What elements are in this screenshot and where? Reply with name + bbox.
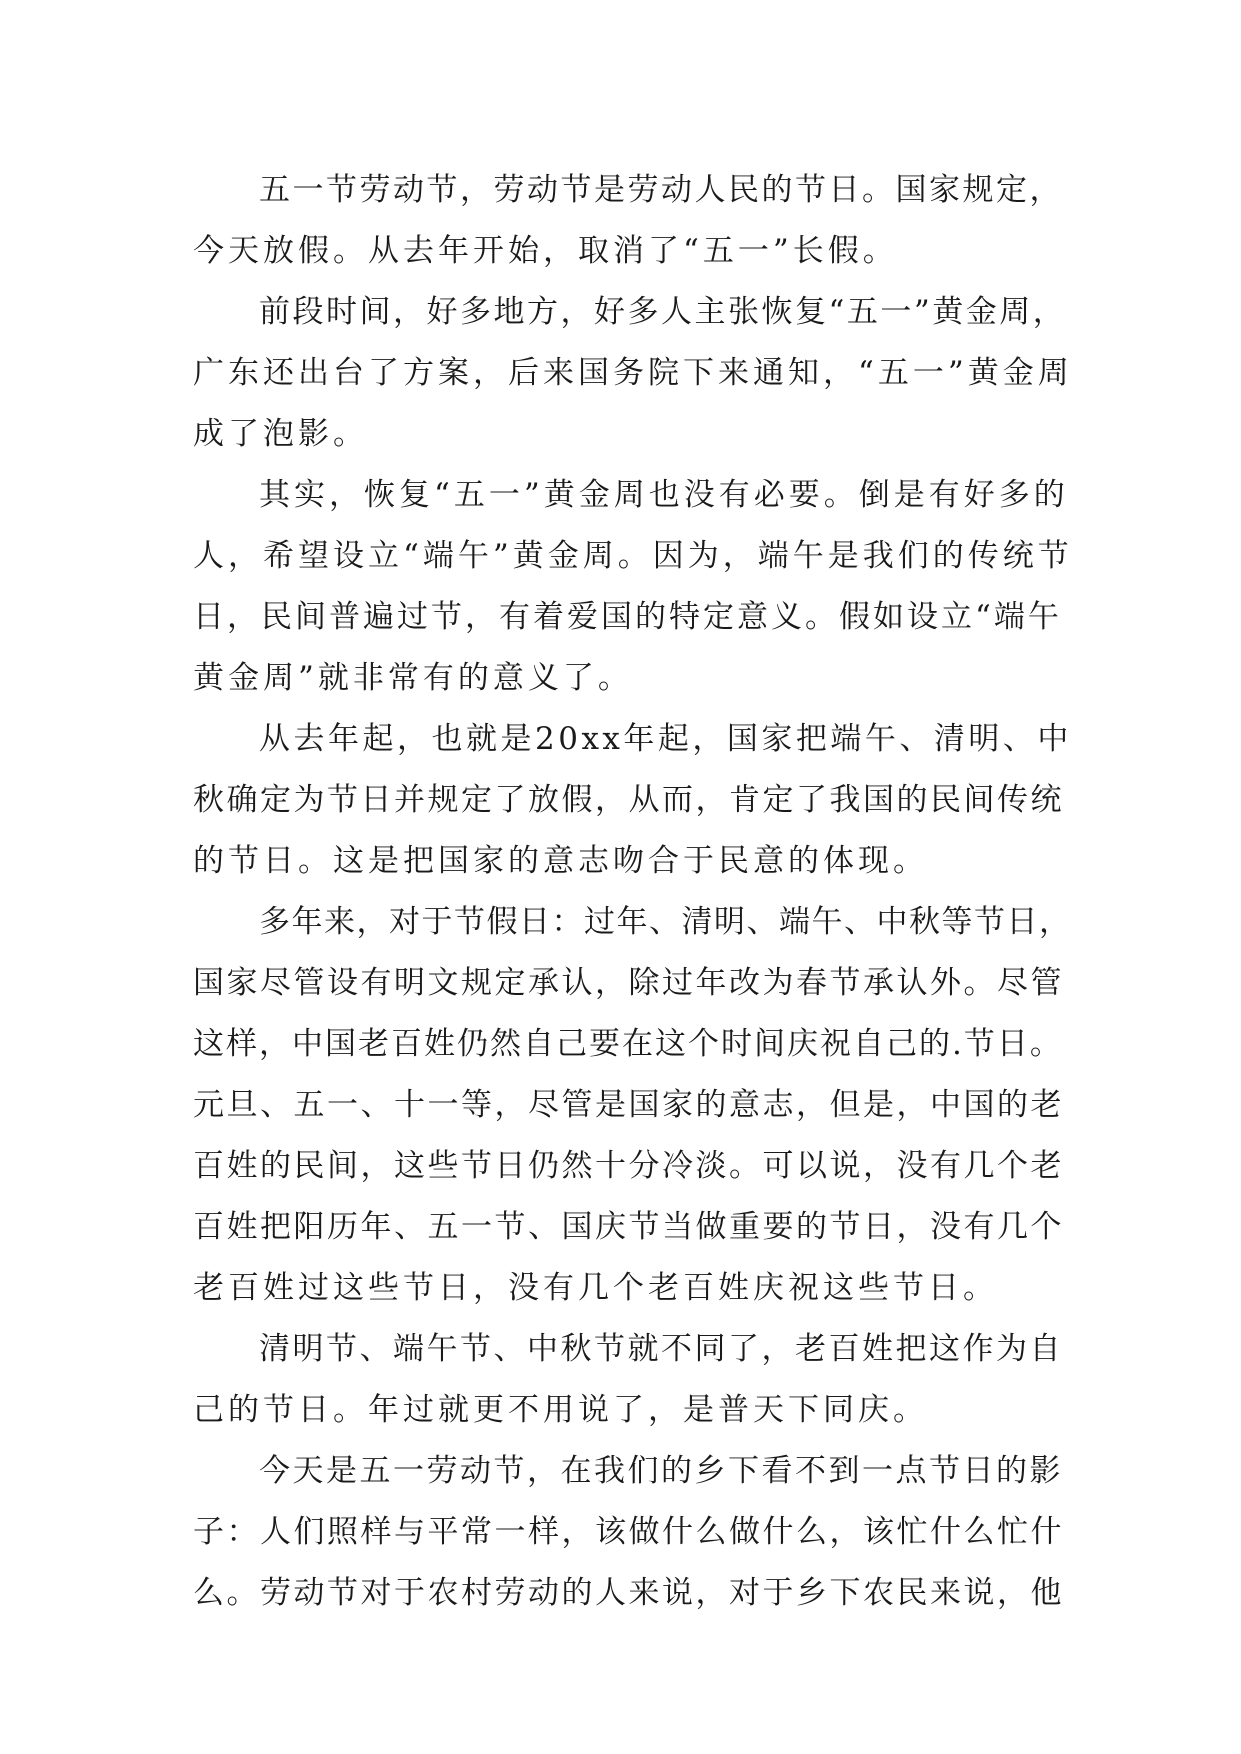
document-body — [193, 160, 1073, 1624]
text-line: 己的节日。年过就更不用说了，是普天下同庆。 — [193, 1392, 928, 1428]
paragraph-1 — [193, 160, 1073, 282]
paragraph-2 — [193, 282, 1073, 465]
text-line: 黄金周”就非常有的意义了。 — [193, 660, 633, 696]
paragraph-5 — [193, 892, 1073, 1319]
text-line: 今天放假。从去年开始，取消了“五一”长假。 — [193, 233, 898, 269]
paragraph-7 — [193, 1441, 1073, 1624]
text-line: 元旦、五一、十一等，尽管是国家的意志，但是，中国的老 — [193, 1087, 1064, 1123]
text-line: 成了泡影。 — [193, 416, 368, 452]
text-line: 老百姓过这些节日，没有几个老百姓庆祝这些节日。 — [193, 1270, 998, 1306]
text-line: 这样，中国老百姓仍然自己要在这个时间庆祝自己的.节日。 — [193, 1026, 1063, 1062]
text-line: 人，希望设立“端午”黄金周。因为，端午是我们的传统节 — [193, 538, 1073, 574]
text-line: 么。劳动节对于农村劳动的人来说，对于乡下农民来说，他 — [193, 1575, 1064, 1611]
text-line: 其实，恢复“五一”黄金周也没有必要。倒是有好多的 — [259, 477, 1069, 513]
text-line: 日，民间普遍过节，有着爱国的特定意义。假如设立“端午 — [193, 599, 1062, 635]
paragraph-6 — [193, 1319, 1073, 1441]
text-line: 今天是五一劳动节，在我们的乡下看不到一点节日的影 — [259, 1453, 1063, 1489]
paragraph-3 — [193, 465, 1073, 709]
text-line: 国家尽管设有明文规定承认，除过年改为春节承认外。尽管 — [193, 965, 1064, 1001]
text-line: 百姓把阳历年、五一节、国庆节当做重要的节日，没有几个 — [193, 1209, 1064, 1245]
text-line: 的节日。这是把国家的意志吻合于民意的体现。 — [193, 843, 928, 879]
paragraph-4 — [193, 709, 1073, 892]
text-line: 广东还出台了方案，后来国务院下来通知，“五一”黄金周 — [193, 355, 1073, 391]
text-line: 从去年起，也就是20xx年起，国家把端午、清明、中 — [259, 721, 1072, 757]
text-line: 百姓的民间，这些节日仍然十分冷淡。可以说，没有几个老 — [193, 1148, 1064, 1184]
text-line: 子：人们照样与平常一样，该做什么做什么，该忙什么忙什 — [193, 1514, 1064, 1550]
text-line: 清明节、端午节、中秋节就不同了，老百姓把这作为自 — [259, 1331, 1063, 1367]
text-line: 多年来，对于节假日：过年、清明、端午、中秋等节日， — [259, 904, 1072, 940]
text-line: 秋确定为节日并规定了放假，从而，肯定了我国的民间传统 — [193, 782, 1064, 818]
text-line: 五一节劳动节，劳动节是劳动人民的节日。国家规定， — [259, 172, 1063, 208]
text-line: 前段时间，好多地方，好多人主张恢复“五一”黄金周， — [259, 294, 1067, 330]
